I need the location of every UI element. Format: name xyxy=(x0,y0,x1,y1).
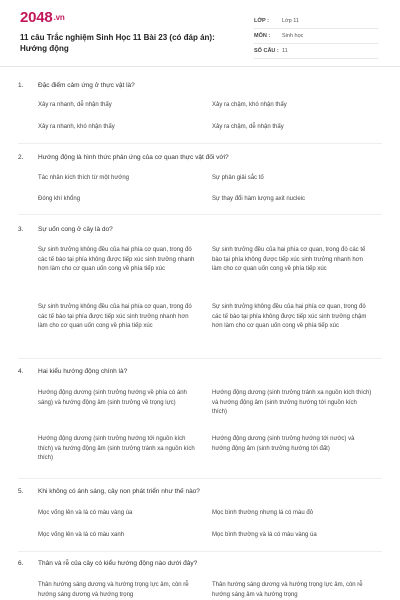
logo-suffix: .vn xyxy=(53,13,65,22)
option-b[interactable]: Hướng động dương (sinh trưởng tránh xa nguồn kích thích) và hướng động âm (sinh trưởng hướng tới nguồn kích thích) xyxy=(212,390,372,415)
option-b[interactable]: Sự sinh trưởng đều của hai phía cơ quan, trong đó các tế bào tại phía không được tiếp xúc sinh trưởng nhanh hơn làm cho cơ quan uốn cong về phía tiếp xúc xyxy=(212,247,366,272)
option-a[interactable]: Xảy ra nhanh, dễ nhận thấy xyxy=(38,102,112,108)
divider xyxy=(18,478,382,479)
option-d[interactable]: Mọc bình thường và lá có màu vàng úa xyxy=(212,532,317,538)
meta-key: SỐ CÂU : xyxy=(254,48,279,54)
option-d[interactable]: Xảy ra chậm, dễ nhận thấy xyxy=(212,124,284,130)
logo-brand: 2048 xyxy=(20,9,53,26)
meta-value: 11 xyxy=(282,48,288,54)
option-a[interactable]: Thân hướng sáng dương và hướng trọng lực âm, còn rễ hướng sáng dương và hướng trọng xyxy=(38,582,189,598)
question-text xyxy=(18,81,388,90)
question-prompt: Hướng động là hình thức phản ứng của cơ quan thực vật đối với? xyxy=(38,154,229,161)
question-text xyxy=(18,367,388,376)
option-b[interactable]: Mọc bình thường nhưng lá có màu đỏ xyxy=(212,510,314,516)
question-number: 4. xyxy=(18,368,24,375)
meta-row-subject xyxy=(254,29,378,44)
meta-key: LỚP : xyxy=(254,18,269,24)
divider xyxy=(18,551,382,552)
option-d[interactable]: Hướng động dương (sinh trưởng hướng tới nước) và hướng động âm (sinh trưởng hướng tới đất) xyxy=(212,436,355,452)
question-prompt: Khi không có ánh sáng, cây non phát triển như thế nào? xyxy=(38,488,200,495)
question-number: 5. xyxy=(18,488,24,495)
question-text xyxy=(18,225,388,234)
meta-value: Lớp 11 xyxy=(282,18,299,24)
option-c[interactable]: Xảy ra nhanh, khó nhận thấy xyxy=(38,124,115,130)
question-number: 6. xyxy=(18,560,24,567)
option-c[interactable]: Mọc vống lên và lá có màu xanh xyxy=(38,532,125,538)
divider xyxy=(18,214,382,215)
option-a[interactable]: Tác nhân kích thích từ một hướng xyxy=(38,175,130,181)
meta-key: MÔN : xyxy=(254,33,271,39)
meta-row-class xyxy=(254,14,378,29)
meta-row-count xyxy=(254,44,378,59)
option-a[interactable]: Mọc vống lên và lá có màu vàng úa xyxy=(38,510,133,516)
question-number: 3. xyxy=(18,226,24,233)
question-number: 1. xyxy=(18,82,24,89)
question-text xyxy=(18,487,388,496)
option-c[interactable]: Sự sinh trưởng không đều của hai phía cơ quan, trong đó các tế bào tại phía được tiếp xúc sinh trưởng nhanh hơn làm cho cơ quan uốn cong về phía tiếp xúc xyxy=(38,304,192,329)
option-c[interactable]: Hướng động dương (sinh trưởng hướng tới nguồn kích thích) và hướng động âm (sinh trưởng tránh xa nguồn kích thích) xyxy=(38,436,195,461)
option-b[interactable]: Xảy ra chậm, khó nhận thấy xyxy=(212,102,287,108)
document-header xyxy=(0,0,400,67)
divider xyxy=(18,358,382,359)
question-text xyxy=(18,153,388,162)
question-prompt: Hai kiểu hướng động chính là? xyxy=(38,368,128,375)
question-number: 2. xyxy=(18,154,24,161)
question-text xyxy=(18,559,388,568)
document-title: 11 câu Trắc nghiệm Sinh Học 11 Bài 23 (có đáp án): Hướng động xyxy=(20,33,215,53)
meta-value: Sinh học xyxy=(282,33,304,39)
option-b[interactable]: Thân hướng sáng dương và hướng trọng lực âm, còn rễ hướng sáng âm và hướng trọng xyxy=(212,582,363,598)
option-d[interactable]: Sự thay đổi hàm lượng axit nucleic xyxy=(212,196,306,202)
question-prompt: Đặc điểm cảm ứng ở thực vật là? xyxy=(38,82,135,89)
option-a[interactable]: Sự sinh trưởng không đều của hai phía cơ quan, trong đó các tế bào tại phía không được tiếp xúc sinh trưởng nhanh hơn làm cho cơ quan uốn cong về phía tiếp xúc xyxy=(38,247,195,272)
site-logo[interactable] xyxy=(20,9,65,26)
option-d[interactable]: Sự sinh trưởng không đều của hai phía cơ quan, trong đó các tế bào tại phía không được tiếp xúc sinh trưởng chậm hơn làm cho cơ quan uốn cong về phía tiếp xúc xyxy=(212,304,367,329)
option-b[interactable]: Sự phân giải sắc tố xyxy=(212,175,264,181)
option-a[interactable]: Hướng động dương (sinh trưởng hướng về phía có ánh sáng) và hướng động âm (sinh trưởng về trọng lực) xyxy=(38,390,187,406)
option-c[interactable]: Đóng khí khổng xyxy=(38,196,81,202)
question-prompt: Thân và rễ của cây có kiểu hướng động nào dưới đây? xyxy=(38,560,198,567)
divider xyxy=(18,143,382,144)
question-prompt: Sự uốn cong ở cây là do? xyxy=(38,226,113,233)
meta-table xyxy=(254,14,378,59)
